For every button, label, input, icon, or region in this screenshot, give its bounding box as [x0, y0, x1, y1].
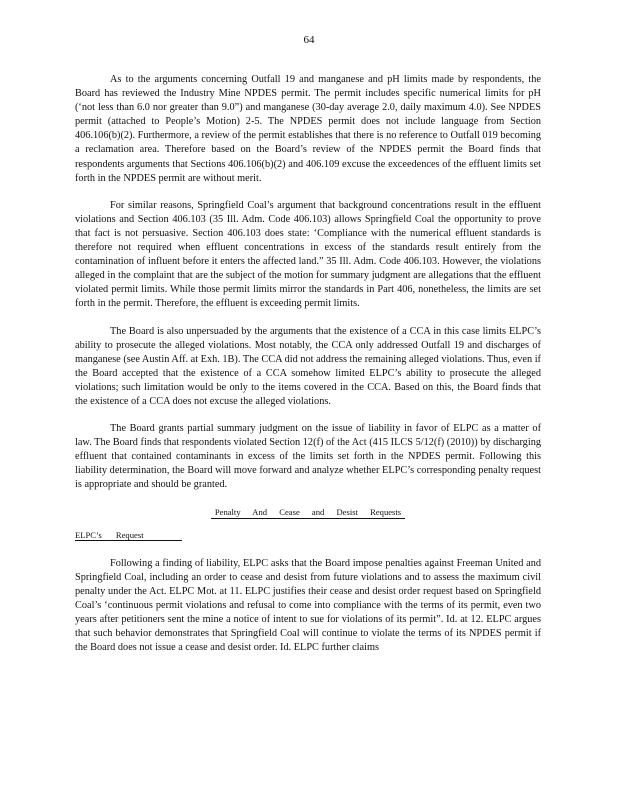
subsection-heading [75, 529, 541, 541]
document-body [75, 73, 541, 668]
paragraph-elpc-request: Following a finding of liability, ELPC asks that the Board impose penalties against Freeman United and Springfield Coal, including an order to cease and desist from future violations and to assess the maximum civil penalty under the Act. ELPC Mot. at 11. ELPC justifies their cease and desist order request based on Springfield Coal’s ‘continuous permit violations and refusal to come into compliance with the terms of its permit, even two years after petitioners sent the mine a notice of intent to sue for violations of its permit”. Id. at 12. ELPC argues that such behavior demonstrates that Springfield Coal will continue to violate the terms of its NPDES permit if the Board does not issue a cease and desist order. Id. ELPC further claims [75, 557, 541, 654]
page-number: 64 [303, 34, 315, 46]
section-heading-text: Penalty And Cease and Desist Requests [211, 507, 405, 519]
subsection-heading-text: ELPC’s Request [75, 530, 182, 541]
section-heading [75, 506, 541, 518]
paragraph-background-concentrations: For similar reasons, Springfield Coal’s argument that background concentrations result in the effluent violations and Section 406.103 (35 Ill. Adm. Code 406.103) allows Springfield Coal the opportunity to prove that fact is not persuasive. Section 406.103 does state: ‘Compliance with the numerical effluent standards is therefore not required when effluent concentrations in excess of the standards result entirely from the contamination of influent before it enters the affected land.” 35 Ill. Adm. Code 406.103. However, the violations alleged in the complaint that are the subject of the motion for summary judgment are allegations that the effluent violated permit limits. While those permit limits mirror the standards in Part 406, nonetheless, the limits are set forth in the permit. Therefore, the effluent is exceeding permit limits. [75, 199, 541, 310]
paragraph-outfall-19: As to the arguments concerning Outfall 19 and manganese and pH limits made by respondents, the Board has reviewed the Industry Mine NPDES permit. The permit includes specific numerical limits for pH (‘not less than 6.0 nor greater than 9.0”) and manganese (30-day average 2.0, daily maximum 4.0). See NPDES permit (attached to People’s Motion) 2-5. The NPDES permit does not include language from Section 406.106(b)(2). Furthermore, a review of the permit establishes that there is no reference to Outfall 019 becoming a reclamation area. Therefore based on the Board’s review of the NPDES permit the Board finds that respondents arguments that Sections 406.106(b)(2) and 406.109 excuse the exceedences of the effluent limits set forth in the NPDES permit are without merit. [75, 74, 541, 184]
paragraph-cca: The Board is also unpersuaded by the arguments that the existence of a CCA in this case limits ELPC’s ability to prosecute the alleged violations. Most notably, the CCA only addressed Outfall 19 and discharges of manganese (see Austin Aff. at Exh. 1B). The CCA did not address the remaining alleged violations. Thus, even if the Board accepted that the existence of a CCA somehow limited ELPC’s ability to prosecute the alleged violations; such limitation would be only to the items covered in the CCA. Based on this, the Board finds that the existence of a CCA does not excuse the alleged violations. [75, 325, 541, 407]
paragraph-summary-judgment: The Board grants partial summary judgment on the issue of liability in favor of ELPC as a matter of law. The Board finds that respondents violated Section 12(f) of the Act (415 ILCS 5/12(f) (2010)) by discharging effluent that contained contaminants in excess of the limits set forth in the NPDES permit. Following this liability determination, the Board will move forward and analyze whether ELPC’s corresponding penalty request is appropriate and should be granted. [75, 423, 541, 491]
